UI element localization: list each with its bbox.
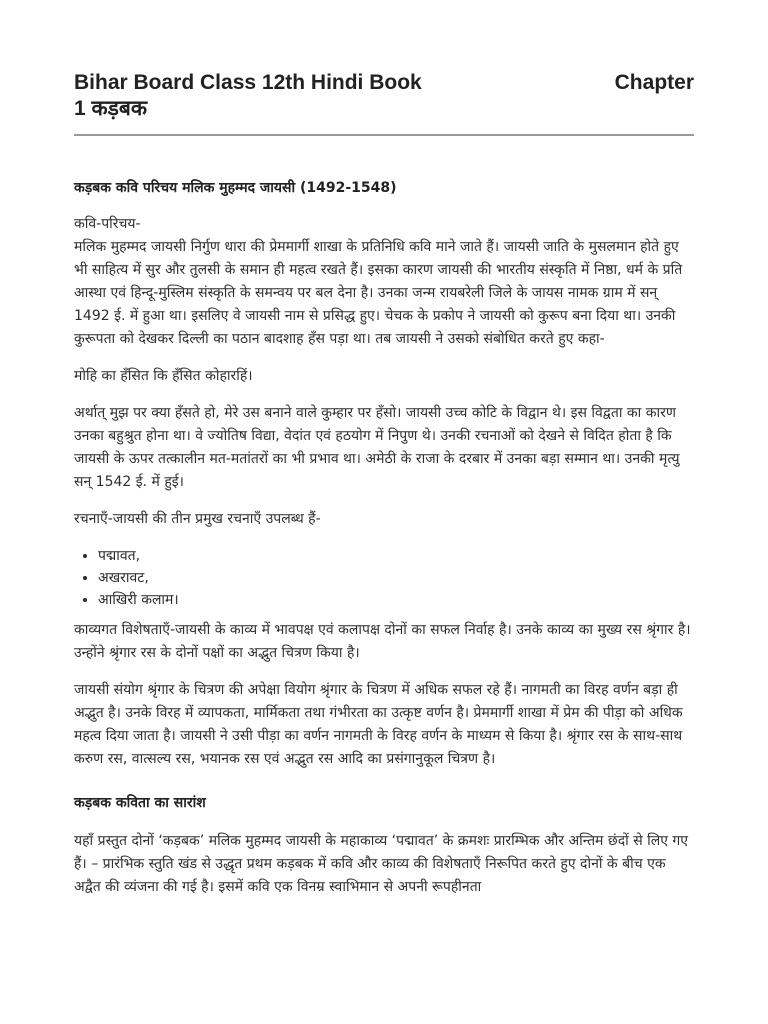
summary-heading: कड़बक कविता का सारांश <box>74 795 206 811</box>
bio-paragraph: कवि-परिचय- मलिक मुहम्मद जायसी निर्गुण धारा की प्रेममार्गी शाखा के प्रतिनिधि कवि माने जाते हैं। जायसी जाति के मुसलमान होते हुए भी साहित्य में सुर और तुलसी के समान ही महत्व रखते हैं। इसका कारण जायसी की भारतीय संस्कृति में निष्ठा, धर्म के प्रति आस्था एवं हिन्दू-मुस्लिम संस्कृति के समन्वय पर बल देना है। उनका जन्म रायबरेली जिले के जायस नामक ग्राम में सन् 1492 ई. में हुआ था। इसलिए वे जायसी नाम से प्रसिद्ध हुए। चेचक के प्रकोप ने जायसी को कुरूप बना दिया था। उनकी कुरूपता को देखकर दिल्ली का पठान बादशाह हँस पड़ा था। तब जायसी ने उसको संबोधित करते हुए कहा- <box>74 216 683 347</box>
features-paragraph: काव्यगत विशेषताएँ-जायसी के काव्य में भावपक्ष एवं कलापक्ष दोनों का सफल निर्वाह है। उनके काव्य का मुख्य रस श्रृंगार है। उन्होंने श्रृंगार रस के दोनों पक्षों का अद्भुत चित्रण किया है। <box>74 622 691 661</box>
intro-heading: कड़बक कवि परिचय मलिक मुहम्मद जायसी (1492-1548) <box>74 180 397 196</box>
quote-paragraph: मोहि का हँसित कि हँसित कोहारहिं। <box>74 368 253 384</box>
page-title <box>74 70 694 96</box>
document-page <box>74 70 694 913</box>
works-list <box>74 545 694 611</box>
summary-paragraph: यहाँ प्रस्तुत दोनों ‘कड़बक’ मलिक मुहम्मद जायसी के महाकाव्य ‘पद्मावत’ के क्रमशः प्रारम्भिक और अन्तिम छंदों से लिए गए हैं। – प्रारंभिक स्तुति खंड से उद्धृत प्रथम कड़बक में कवि और काव्य की विशेषताएँ निरूपित करते हुए दोनों के बीच एक अद्वैत की व्यंजना की गई है। इसमें कवि एक विनम्र स्वाभिमान से अपनी रूपहीनता <box>74 833 689 895</box>
viraha-paragraph: जायसी संयोग श्रृंगार के चित्रण की अपेक्षा वियोग श्रृंगार के चित्रण में अधिक सफल रहे हैं। नागमती का विरह वर्णन बड़ा ही अद्भुत है। उनके विरह में व्यापकता, मार्मिकता तथा गंभीरता का उत्कृष्ट वर्णन है। प्रेममार्गी शाखा में प्रेम की पीड़ा को अधिक महत्व दिया जाता है। जायसी ने उसी पीड़ा का वर्णन नागमती के विरह वर्णन के माध्यम से किया है। श्रृंगार रस के साथ-साथ करुण रस, वात्सल्य रस, भयानक रस एवं अद्भुत रस आदि का प्रसंगानुकूल चित्रण है। <box>74 682 683 767</box>
list-item: • आखिरी कलाम। <box>98 589 694 611</box>
list-item: • पद्मावत, <box>98 545 694 567</box>
title-left: Bihar Board Class 12th Hindi Book <box>74 71 422 94</box>
list-item: • अखरावट, <box>98 567 694 589</box>
meaning-paragraph: अर्थात् मुझ पर क्या हँसते हो, मेरे उस बनाने वाले कुम्हार पर हँसो। जायसी उच्च कोटि के विद्वान थे। इस विद्वता का कारण उनका बहुश्रुत होना था। वे ज्योतिष विद्या, वेदांत एवं हठयोग में निपुण थे। उनकी रचनाओं को देखने से विदित होता है कि जायसी के ऊपर तत्कालीन मत-मतांतरों का भी प्रभाव था। अमेठी के राजा के दरबार में उनका बड़ा सम्मान था। उनकी मृत्यु सन् 1542 ई. में हुई। <box>74 405 680 490</box>
title-divider <box>74 134 694 136</box>
works-intro: रचनाएँ-जायसी की तीन प्रमुख रचनाएँ उपलब्ध हैं- <box>74 511 321 527</box>
title-right: Chapter <box>614 71 694 94</box>
page-title-line2: 1 कड़बक <box>74 97 147 120</box>
